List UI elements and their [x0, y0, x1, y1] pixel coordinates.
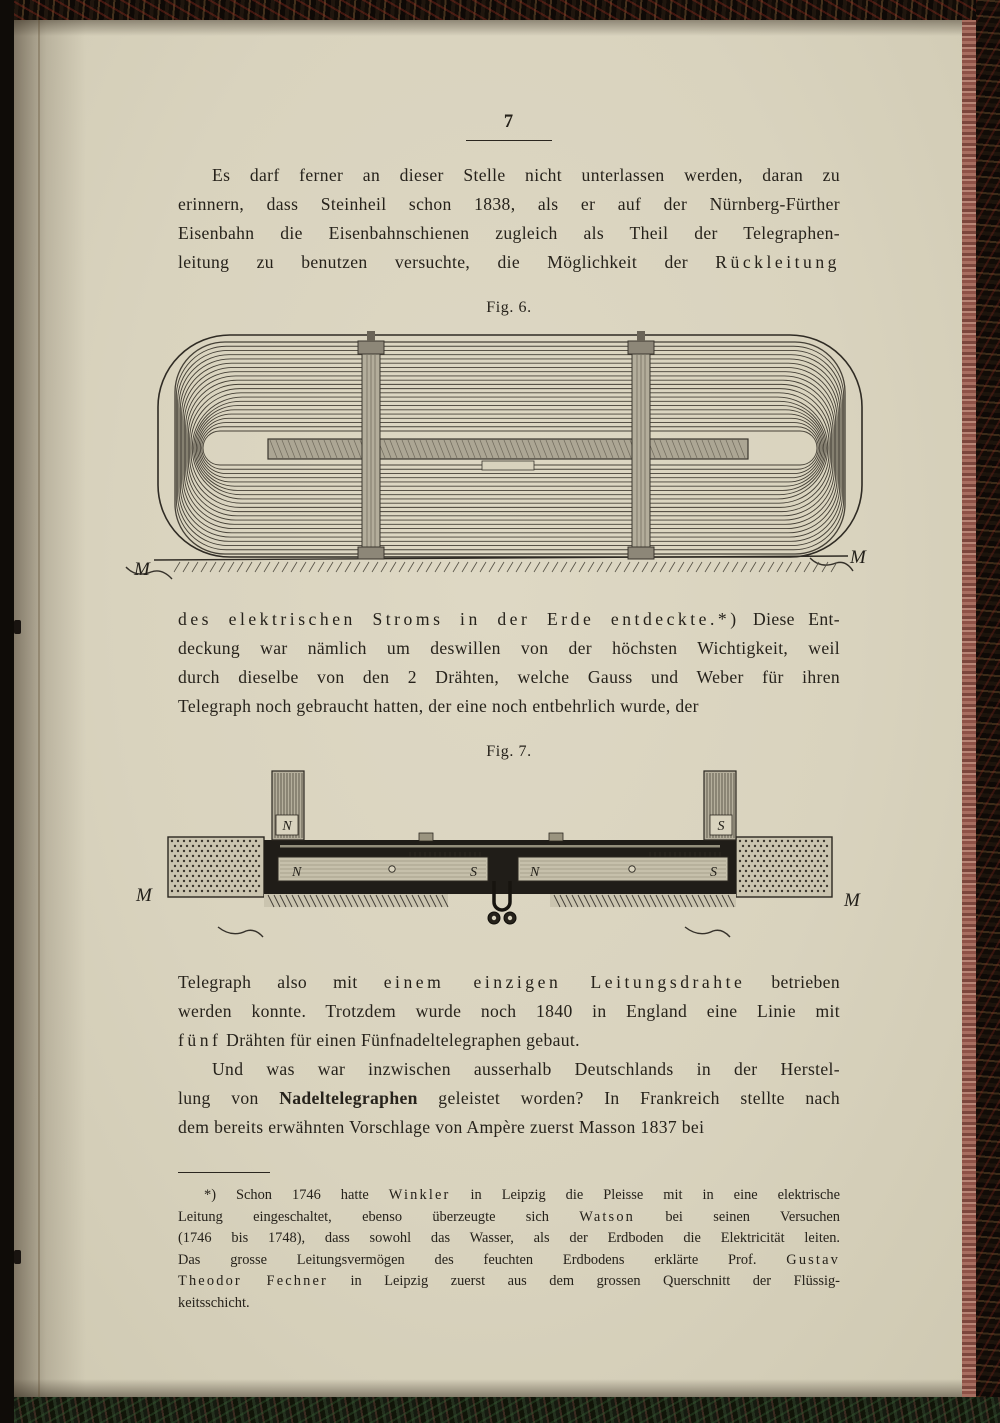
paragraph-3: [178, 968, 840, 1055]
text-line: [178, 663, 840, 692]
emphasized-text: Winkler: [388, 1187, 451, 1203]
text-line: [178, 1228, 840, 1250]
text-segment: Telegraph also mit: [178, 972, 384, 992]
text-segment: betrieben: [745, 972, 840, 992]
text-segment: Und was war inzwischen ausserhalb Deutschlands in der Herstel-: [212, 1059, 840, 1079]
cover-edge-bottom: [0, 1397, 1000, 1423]
text-segment: in Leipzig die Pleisse mit in eine elektrische: [450, 1187, 840, 1203]
text-segment: Diese Ent-: [739, 609, 840, 629]
text-line: [178, 1271, 840, 1293]
cross-support-right: [628, 331, 654, 559]
cover-edge-left: [0, 0, 14, 1423]
text-segment: *) Schon 1746 hatte: [204, 1187, 389, 1203]
beam-screw-right: [549, 833, 563, 841]
mirror: [482, 461, 534, 470]
emphasized-text: des elektrischen Stroms in der Erde entdeckte.*): [178, 609, 740, 629]
needle-pole-label-1: N: [292, 865, 302, 880]
text-segment: Eisenbahn die Eisenbahnschienen zugleich als Theil der Telegraphen-: [178, 223, 840, 243]
paragraph-4: [178, 1055, 840, 1142]
text-segment: erinnern, dass Steinheil schon 1838, als er auf der Nürnberg-Fürther: [178, 194, 840, 214]
wall-block-left: [168, 837, 264, 897]
footnote-rule: [178, 1172, 270, 1173]
magnet-label-left: M: [134, 559, 150, 580]
text-line: [178, 692, 840, 721]
text-line: [178, 190, 840, 219]
text-line: [178, 997, 840, 1026]
needle-pole-label-2: S: [470, 865, 477, 880]
cross-support-left: [358, 331, 384, 559]
paragraph-2: [178, 605, 840, 721]
bolt-head-top: [628, 341, 654, 354]
text-segment: keitsschicht.: [178, 1294, 250, 1311]
text-segment: Drähten für einen Fünfnadeltelegraphen gebaut.: [221, 1030, 580, 1050]
text-segment: werden konnte. Trotzdem wurde noch 1840 in England eine Linie mit: [178, 1001, 840, 1021]
text-segment: Es darf ferner an dieser Stelle nicht unterlassen werden, daran zu: [212, 165, 840, 185]
text-segment: (1746 bis 1748), dass sowohl das Wasser, als der Erdboden die Elektricität leiten.: [178, 1230, 840, 1246]
ground-squiggle-right: [810, 558, 853, 571]
beam-screw-left: [419, 833, 433, 841]
figure-6-caption: Fig. 6.: [486, 299, 532, 316]
figure-7-illustration: [110, 769, 870, 944]
bolt-head-bottom: [628, 547, 654, 559]
figure-6-illustration: [110, 327, 890, 587]
cover-edge-top: [0, 0, 1000, 20]
ground-squiggle-left: [218, 927, 263, 937]
binding-knob-right-hole: [508, 916, 512, 920]
emphasized-text: fünf: [178, 1030, 222, 1050]
magnet-label-left: M: [136, 885, 152, 906]
text-segment: bei seinen Versuchen: [635, 1208, 840, 1225]
text-line: [178, 1185, 840, 1207]
page-number: [178, 112, 840, 141]
pivot-right: [629, 866, 635, 872]
book-page: [14, 20, 962, 1397]
paragraph-1: [178, 161, 840, 277]
text-segment: geleistet worden? In Frankreich stellte nach: [417, 1088, 840, 1108]
text-line: [178, 1293, 840, 1315]
post-pole-label-left: N: [282, 819, 292, 834]
text-segment: lung von: [178, 1088, 280, 1108]
screw-top: [367, 331, 375, 341]
emphasized-text: Watson: [579, 1208, 636, 1225]
text-line: [178, 219, 840, 248]
text-line: [178, 1250, 840, 1272]
ground-hatching: [174, 562, 837, 572]
text-line: [178, 968, 840, 997]
text-line: [178, 1207, 840, 1229]
page-bottom-shadow: [14, 1379, 962, 1397]
text-segment: Leitung eingeschaltet, ebenso überzeugte sich: [178, 1208, 580, 1225]
text-segment: Telegraph noch gebraucht hatten, der eine noch entbehrlich wurde, der: [178, 696, 699, 716]
magnet-label-right: M: [844, 890, 860, 911]
emphasized-text: Rückleitung: [715, 252, 840, 272]
emphasized-text: einem einzigen Leitungsdrahte: [383, 972, 746, 992]
cover-edge-right: [976, 0, 1000, 1423]
text-line: [178, 605, 840, 634]
text-line: [178, 1084, 840, 1113]
text-segment: leitung zu benutzen versuchte, die Möglichkeit der: [178, 252, 716, 272]
post-pole-label-right: S: [717, 819, 725, 834]
text-segment: Das grosse Leitungsvermögen des feuchten Erdbodens erklärte Prof.: [178, 1251, 787, 1268]
needle-pole-label-3: N: [530, 865, 540, 880]
post-hatching: [275, 773, 734, 838]
screw-top: [637, 331, 645, 341]
needle-bar-body: [268, 439, 748, 459]
page-content: [14, 20, 962, 1314]
text-segment: in Leipzig zuerst aus dem grossen Querschnitt der Flüssig-: [328, 1273, 840, 1289]
text-line: [178, 1113, 840, 1142]
text-line: [178, 1055, 840, 1084]
emphasized-text: Nadeltelegraphen: [279, 1088, 418, 1108]
page-fore-edge: [962, 20, 976, 1397]
text-segment: deckung war nämlich um deswillen von der höchsten Wichtigkeit, weil: [178, 638, 840, 658]
magnet-label-right: M: [850, 547, 866, 568]
bolt-head-bottom: [358, 547, 384, 559]
pivot-left: [389, 866, 395, 872]
emphasized-text: Theodor Fechner: [178, 1273, 329, 1289]
figure-7-caption: Fig. 7.: [486, 743, 532, 760]
binding-knob-left-hole: [492, 916, 496, 920]
text-line: [178, 248, 840, 277]
text-line: [178, 634, 840, 663]
needle-pole-label-4: S: [710, 865, 717, 880]
wall-block-right: [736, 837, 832, 897]
emphasized-text: Gustav: [786, 1251, 840, 1268]
text-line: [178, 161, 840, 190]
page-number-text: 7: [503, 112, 515, 132]
ground-squiggle-right: [685, 927, 730, 937]
footnote: [178, 1185, 840, 1314]
text-line: [178, 1026, 840, 1055]
text-segment: dem bereits erwähnten Vorschlage von Ampère zuerst Masson 1837 bei: [178, 1117, 705, 1137]
bolt-head-top: [358, 341, 384, 354]
page-number-rule: [466, 140, 552, 141]
text-segment: durch dieselbe von den 2 Drähten, welche Gauss und Weber für ihren: [178, 667, 840, 687]
beam-top-rail: [280, 845, 720, 848]
